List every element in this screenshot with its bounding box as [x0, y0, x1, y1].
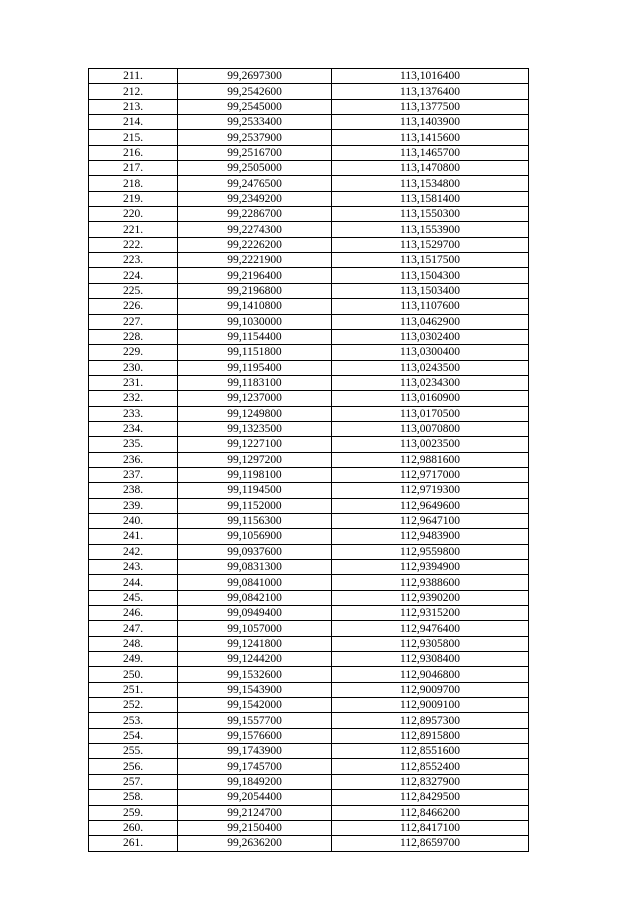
- point-number-cell: 253.: [89, 713, 178, 728]
- second-coordinate-cell: 112,9315200: [332, 606, 529, 621]
- first-coordinate-cell: 99,2545000: [178, 99, 332, 114]
- coordinate-table-body: [89, 69, 529, 852]
- point-number-cell: 242.: [89, 544, 178, 559]
- table-row: [89, 329, 529, 344]
- table-row: [89, 360, 529, 375]
- first-coordinate-cell: 99,2533400: [178, 115, 332, 130]
- first-coordinate-cell: 99,1410800: [178, 299, 332, 314]
- first-coordinate-cell: 99,1241800: [178, 636, 332, 651]
- point-number-cell: 212.: [89, 84, 178, 99]
- first-coordinate-cell: 99,2286700: [178, 207, 332, 222]
- second-coordinate-cell: 112,9305800: [332, 636, 529, 651]
- point-number-cell: 226.: [89, 299, 178, 314]
- point-number-cell: 223.: [89, 253, 178, 268]
- first-coordinate-cell: 99,1543900: [178, 682, 332, 697]
- table-row: [89, 544, 529, 559]
- point-number-cell: 228.: [89, 329, 178, 344]
- first-coordinate-cell: 99,2054400: [178, 790, 332, 805]
- table-row: [89, 836, 529, 851]
- first-coordinate-cell: 99,1183100: [178, 375, 332, 390]
- second-coordinate-cell: 112,8957300: [332, 713, 529, 728]
- second-coordinate-cell: 113,1529700: [332, 237, 529, 252]
- table-row: [89, 406, 529, 421]
- first-coordinate-cell: 99,1195400: [178, 360, 332, 375]
- point-number-cell: 250.: [89, 667, 178, 682]
- second-coordinate-cell: 113,1403900: [332, 115, 529, 130]
- second-coordinate-cell: 112,9009700: [332, 682, 529, 697]
- second-coordinate-cell: 113,1504300: [332, 268, 529, 283]
- second-coordinate-cell: 112,9394900: [332, 560, 529, 575]
- second-coordinate-cell: 113,0070800: [332, 421, 529, 436]
- table-row: [89, 99, 529, 114]
- second-coordinate-cell: 112,8551600: [332, 744, 529, 759]
- first-coordinate-cell: 99,1227100: [178, 437, 332, 452]
- table-row: [89, 560, 529, 575]
- first-coordinate-cell: 99,1849200: [178, 774, 332, 789]
- first-coordinate-cell: 99,2505000: [178, 161, 332, 176]
- table-row: [89, 621, 529, 636]
- first-coordinate-cell: 99,2697300: [178, 69, 332, 84]
- second-coordinate-cell: 112,8659700: [332, 836, 529, 851]
- point-number-cell: 261.: [89, 836, 178, 851]
- table-row: [89, 268, 529, 283]
- point-number-cell: 218.: [89, 176, 178, 191]
- table-row: [89, 222, 529, 237]
- second-coordinate-cell: 113,0234300: [332, 375, 529, 390]
- table-row: [89, 115, 529, 130]
- first-coordinate-cell: 99,1057000: [178, 621, 332, 636]
- point-number-cell: 219.: [89, 191, 178, 206]
- table-row: [89, 774, 529, 789]
- first-coordinate-cell: 99,2476500: [178, 176, 332, 191]
- second-coordinate-cell: 113,1534800: [332, 176, 529, 191]
- table-row: [89, 237, 529, 252]
- point-number-cell: 255.: [89, 744, 178, 759]
- point-number-cell: 215.: [89, 130, 178, 145]
- point-number-cell: 233.: [89, 406, 178, 421]
- point-number-cell: 256.: [89, 759, 178, 774]
- second-coordinate-cell: 112,8327900: [332, 774, 529, 789]
- first-coordinate-cell: 99,1745700: [178, 759, 332, 774]
- table-row: [89, 483, 529, 498]
- table-row: [89, 375, 529, 390]
- second-coordinate-cell: 112,8552400: [332, 759, 529, 774]
- table-row: [89, 498, 529, 513]
- point-number-cell: 220.: [89, 207, 178, 222]
- point-number-cell: 258.: [89, 790, 178, 805]
- point-number-cell: 244.: [89, 575, 178, 590]
- first-coordinate-cell: 99,1198100: [178, 467, 332, 482]
- point-number-cell: 235.: [89, 437, 178, 452]
- point-number-cell: 234.: [89, 421, 178, 436]
- table-row: [89, 513, 529, 528]
- point-number-cell: 243.: [89, 560, 178, 575]
- table-row: [89, 744, 529, 759]
- table-row: [89, 207, 529, 222]
- point-number-cell: 232.: [89, 391, 178, 406]
- first-coordinate-cell: 99,2349200: [178, 191, 332, 206]
- point-number-cell: 231.: [89, 375, 178, 390]
- first-coordinate-cell: 99,2196800: [178, 283, 332, 298]
- point-number-cell: 227.: [89, 314, 178, 329]
- point-number-cell: 260.: [89, 820, 178, 835]
- second-coordinate-cell: 112,9717000: [332, 467, 529, 482]
- table-row: [89, 790, 529, 805]
- first-coordinate-cell: 99,0949400: [178, 606, 332, 621]
- table-row: [89, 437, 529, 452]
- point-number-cell: 221.: [89, 222, 178, 237]
- table-row: [89, 283, 529, 298]
- first-coordinate-cell: 99,0937600: [178, 544, 332, 559]
- table-row: [89, 820, 529, 835]
- second-coordinate-cell: 113,1517500: [332, 253, 529, 268]
- point-number-cell: 249.: [89, 652, 178, 667]
- second-coordinate-cell: 113,0170500: [332, 406, 529, 421]
- point-number-cell: 213.: [89, 99, 178, 114]
- second-coordinate-cell: 112,9649600: [332, 498, 529, 513]
- point-number-cell: 238.: [89, 483, 178, 498]
- point-number-cell: 214.: [89, 115, 178, 130]
- second-coordinate-cell: 113,0462900: [332, 314, 529, 329]
- point-number-cell: 230.: [89, 360, 178, 375]
- second-coordinate-cell: 112,9308400: [332, 652, 529, 667]
- point-number-cell: 237.: [89, 467, 178, 482]
- first-coordinate-cell: 99,1576600: [178, 728, 332, 743]
- second-coordinate-cell: 112,9483900: [332, 529, 529, 544]
- second-coordinate-cell: 112,9390200: [332, 590, 529, 605]
- table-row: [89, 299, 529, 314]
- second-coordinate-cell: 112,9719300: [332, 483, 529, 498]
- table-row: [89, 314, 529, 329]
- table-row: [89, 130, 529, 145]
- first-coordinate-cell: 99,2196400: [178, 268, 332, 283]
- first-coordinate-cell: 99,1237000: [178, 391, 332, 406]
- second-coordinate-cell: 113,1470800: [332, 161, 529, 176]
- point-number-cell: 217.: [89, 161, 178, 176]
- point-number-cell: 252.: [89, 698, 178, 713]
- first-coordinate-cell: 99,2636200: [178, 836, 332, 851]
- second-coordinate-cell: 112,9009100: [332, 698, 529, 713]
- first-coordinate-cell: 99,2226200: [178, 237, 332, 252]
- first-coordinate-cell: 99,1532600: [178, 667, 332, 682]
- first-coordinate-cell: 99,1151800: [178, 345, 332, 360]
- first-coordinate-cell: 99,2124700: [178, 805, 332, 820]
- table-row: [89, 652, 529, 667]
- table-row: [89, 636, 529, 651]
- point-number-cell: 241.: [89, 529, 178, 544]
- point-number-cell: 247.: [89, 621, 178, 636]
- second-coordinate-cell: 113,1376400: [332, 84, 529, 99]
- table-row: [89, 667, 529, 682]
- table-row: [89, 606, 529, 621]
- second-coordinate-cell: 113,0300400: [332, 345, 529, 360]
- first-coordinate-cell: 99,2516700: [178, 145, 332, 160]
- point-number-cell: 259.: [89, 805, 178, 820]
- point-number-cell: 229.: [89, 345, 178, 360]
- second-coordinate-cell: 113,1550300: [332, 207, 529, 222]
- table-row: [89, 713, 529, 728]
- second-coordinate-cell: 112,8466200: [332, 805, 529, 820]
- table-row: [89, 590, 529, 605]
- table-row: [89, 191, 529, 206]
- first-coordinate-cell: 99,2150400: [178, 820, 332, 835]
- second-coordinate-cell: 112,8417100: [332, 820, 529, 835]
- second-coordinate-cell: 113,1415600: [332, 130, 529, 145]
- first-coordinate-cell: 99,1152000: [178, 498, 332, 513]
- table-row: [89, 529, 529, 544]
- second-coordinate-cell: 113,0160900: [332, 391, 529, 406]
- table-row: [89, 345, 529, 360]
- point-number-cell: 246.: [89, 606, 178, 621]
- first-coordinate-cell: 99,1542000: [178, 698, 332, 713]
- second-coordinate-cell: 112,9046800: [332, 667, 529, 682]
- table-row: [89, 698, 529, 713]
- table-row: [89, 575, 529, 590]
- first-coordinate-cell: 99,1030000: [178, 314, 332, 329]
- second-coordinate-cell: 113,0023500: [332, 437, 529, 452]
- second-coordinate-cell: 113,1581400: [332, 191, 529, 206]
- table-row: [89, 145, 529, 160]
- second-coordinate-cell: 112,9881600: [332, 452, 529, 467]
- table-row: [89, 759, 529, 774]
- second-coordinate-cell: 113,1016400: [332, 69, 529, 84]
- second-coordinate-cell: 113,1503400: [332, 283, 529, 298]
- first-coordinate-cell: 99,2537900: [178, 130, 332, 145]
- first-coordinate-cell: 99,1194500: [178, 483, 332, 498]
- table-row: [89, 253, 529, 268]
- table-row: [89, 728, 529, 743]
- first-coordinate-cell: 99,2221900: [178, 253, 332, 268]
- second-coordinate-cell: 112,8429500: [332, 790, 529, 805]
- table-row: [89, 805, 529, 820]
- second-coordinate-cell: 113,0243500: [332, 360, 529, 375]
- coordinate-table: [88, 68, 529, 852]
- second-coordinate-cell: 113,1553900: [332, 222, 529, 237]
- second-coordinate-cell: 113,1107600: [332, 299, 529, 314]
- point-number-cell: 240.: [89, 513, 178, 528]
- second-coordinate-cell: 112,9559800: [332, 544, 529, 559]
- point-number-cell: 236.: [89, 452, 178, 467]
- point-number-cell: 257.: [89, 774, 178, 789]
- second-coordinate-cell: 112,9647100: [332, 513, 529, 528]
- point-number-cell: 239.: [89, 498, 178, 513]
- table-row: [89, 467, 529, 482]
- table-row: [89, 391, 529, 406]
- table-row: [89, 176, 529, 191]
- second-coordinate-cell: 112,9476400: [332, 621, 529, 636]
- first-coordinate-cell: 99,1244200: [178, 652, 332, 667]
- second-coordinate-cell: 113,0302400: [332, 329, 529, 344]
- first-coordinate-cell: 99,1323500: [178, 421, 332, 436]
- second-coordinate-cell: 112,8915800: [332, 728, 529, 743]
- table-row: [89, 682, 529, 697]
- first-coordinate-cell: 99,0841000: [178, 575, 332, 590]
- point-number-cell: 222.: [89, 237, 178, 252]
- table-row: [89, 84, 529, 99]
- point-number-cell: 225.: [89, 283, 178, 298]
- first-coordinate-cell: 99,1743900: [178, 744, 332, 759]
- first-coordinate-cell: 99,1056900: [178, 529, 332, 544]
- first-coordinate-cell: 99,0831300: [178, 560, 332, 575]
- first-coordinate-cell: 99,1156300: [178, 513, 332, 528]
- second-coordinate-cell: 113,1377500: [332, 99, 529, 114]
- first-coordinate-cell: 99,1557700: [178, 713, 332, 728]
- point-number-cell: 254.: [89, 728, 178, 743]
- second-coordinate-cell: 113,1465700: [332, 145, 529, 160]
- first-coordinate-cell: 99,2542600: [178, 84, 332, 99]
- first-coordinate-cell: 99,1154400: [178, 329, 332, 344]
- table-row: [89, 421, 529, 436]
- point-number-cell: 211.: [89, 69, 178, 84]
- point-number-cell: 216.: [89, 145, 178, 160]
- point-number-cell: 245.: [89, 590, 178, 605]
- table-row: [89, 161, 529, 176]
- first-coordinate-cell: 99,1249800: [178, 406, 332, 421]
- table-row: [89, 452, 529, 467]
- point-number-cell: 248.: [89, 636, 178, 651]
- first-coordinate-cell: 99,2274300: [178, 222, 332, 237]
- point-number-cell: 224.: [89, 268, 178, 283]
- table-row: [89, 69, 529, 84]
- second-coordinate-cell: 112,9388600: [332, 575, 529, 590]
- point-number-cell: 251.: [89, 682, 178, 697]
- first-coordinate-cell: 99,1297200: [178, 452, 332, 467]
- first-coordinate-cell: 99,0842100: [178, 590, 332, 605]
